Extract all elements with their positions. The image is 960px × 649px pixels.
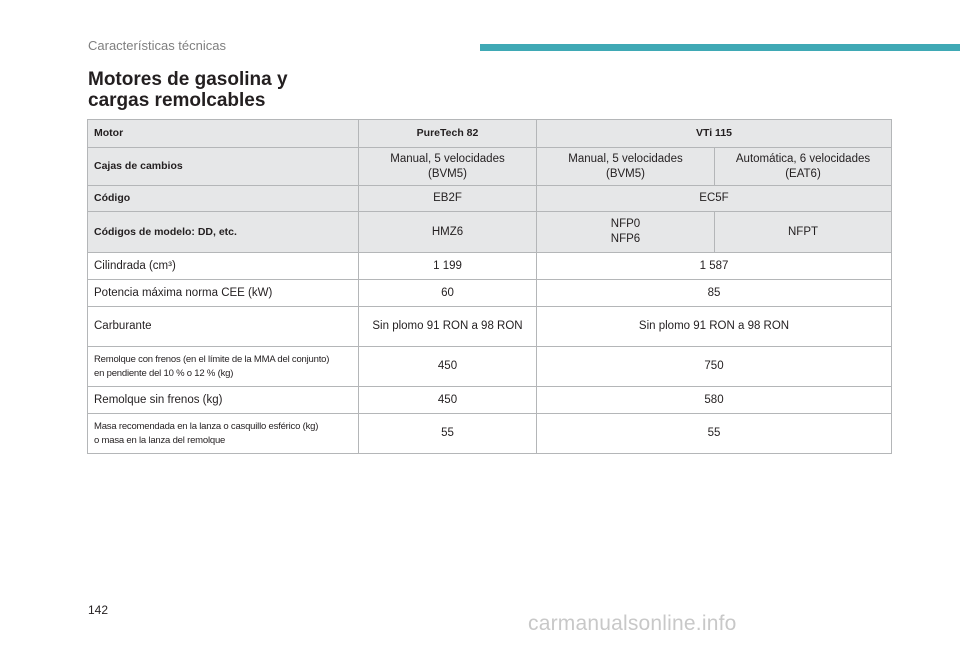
cell-codigos-modelo-puretech: HMZ6	[359, 212, 537, 253]
cell-line: Manual, 5 velocidades	[390, 152, 505, 165]
cell-remolque-sin-frenos-vti: 580	[537, 387, 892, 414]
row-label-remolque-sin-frenos: Remolque sin frenos (kg)	[88, 387, 359, 414]
table-row-masa-lanza	[88, 414, 892, 454]
row-label-codigo: Código	[88, 186, 359, 212]
row-label-potencia: Potencia máxima norma CEE (kW)	[88, 280, 359, 307]
cell-line: o masa en la lanza del remolque	[94, 434, 226, 446]
cell-cilindrada-vti: 1 587	[537, 253, 892, 280]
table-row-remolque-con-frenos	[88, 347, 892, 387]
table-row-potencia	[88, 280, 892, 307]
cell-masa-lanza-vti: 55	[537, 414, 892, 454]
col-header-vti: VTi 115	[537, 120, 892, 148]
watermark: carmanualsonline.info	[528, 612, 737, 635]
cell-carburante-puretech: Sin plomo 91 RON a 98 RON	[359, 307, 537, 347]
row-label-codigos-modelo: Códigos de modelo: DD, etc.	[88, 212, 359, 253]
cell-remolque-con-frenos-puretech: 450	[359, 347, 537, 387]
cell-carburante-vti: Sin plomo 91 RON a 98 RON	[537, 307, 892, 347]
row-label-motor: Motor	[88, 120, 359, 148]
cell-codigos-modelo-vti-auto: NFPT	[715, 212, 892, 253]
row-label-remolque-con-frenos	[88, 347, 359, 387]
page-title-line-2: cargas remolcables	[88, 90, 266, 111]
cell-line: Automática, 6 velocidades	[735, 152, 871, 165]
engine-spec-table	[87, 119, 892, 454]
cell-line: (BVM5)	[606, 167, 645, 180]
cell-masa-lanza-puretech: 55	[359, 414, 537, 454]
cell-remolque-con-frenos-vti: 750	[537, 347, 892, 387]
page-number: 142	[88, 603, 109, 617]
col-header-puretech: PureTech 82	[359, 120, 537, 148]
cell-line: NFP6	[610, 233, 641, 245]
cell-codigo-vti: EC5F	[537, 186, 892, 212]
cell-line: (BVM5)	[428, 167, 467, 180]
row-label-cilindrada: Cilindrada (cm³)	[88, 253, 359, 280]
row-label-cajas: Cajas de cambios	[88, 148, 359, 186]
cell-cilindrada-puretech: 1 199	[359, 253, 537, 280]
table-row-motor	[88, 120, 892, 148]
table-row-codigo	[88, 186, 892, 212]
cell-line: NFP0	[610, 218, 641, 230]
row-label-carburante: Carburante	[88, 307, 359, 347]
cell-line: Remolque con frenos (en el límite de la MMA del conjunto)	[94, 353, 330, 365]
table-row-cilindrada	[88, 253, 892, 280]
table-row-remolque-sin-frenos	[88, 387, 892, 414]
cell-potencia-vti: 85	[537, 280, 892, 307]
cell-codigo-puretech: EB2F	[359, 186, 537, 212]
cell-codigos-modelo-vti-manual	[537, 212, 715, 253]
row-label-masa-lanza	[88, 414, 359, 454]
table-row-cajas	[88, 148, 892, 186]
cell-remolque-sin-frenos-puretech: 450	[359, 387, 537, 414]
page-title	[88, 69, 288, 111]
cell-line: Masa recomendada en la lanza o casquillo esférico (kg)	[94, 420, 319, 432]
header-accent-bar	[480, 44, 960, 51]
cell-cajas-puretech	[359, 148, 537, 186]
table-row-carburante	[88, 307, 892, 347]
cell-line: en pendiente del 10 % o 12 % (kg)	[94, 367, 234, 379]
cell-line: (EAT6)	[785, 167, 821, 180]
cell-cajas-vti-auto	[715, 148, 892, 186]
section-title: Características técnicas	[88, 38, 226, 53]
page-title-line-1: Motores de gasolina y	[88, 69, 288, 90]
table-row-codigos-modelo	[88, 212, 892, 253]
cell-cajas-vti-manual	[537, 148, 715, 186]
cell-line: Manual, 5 velocidades	[568, 152, 683, 165]
cell-potencia-puretech: 60	[359, 280, 537, 307]
